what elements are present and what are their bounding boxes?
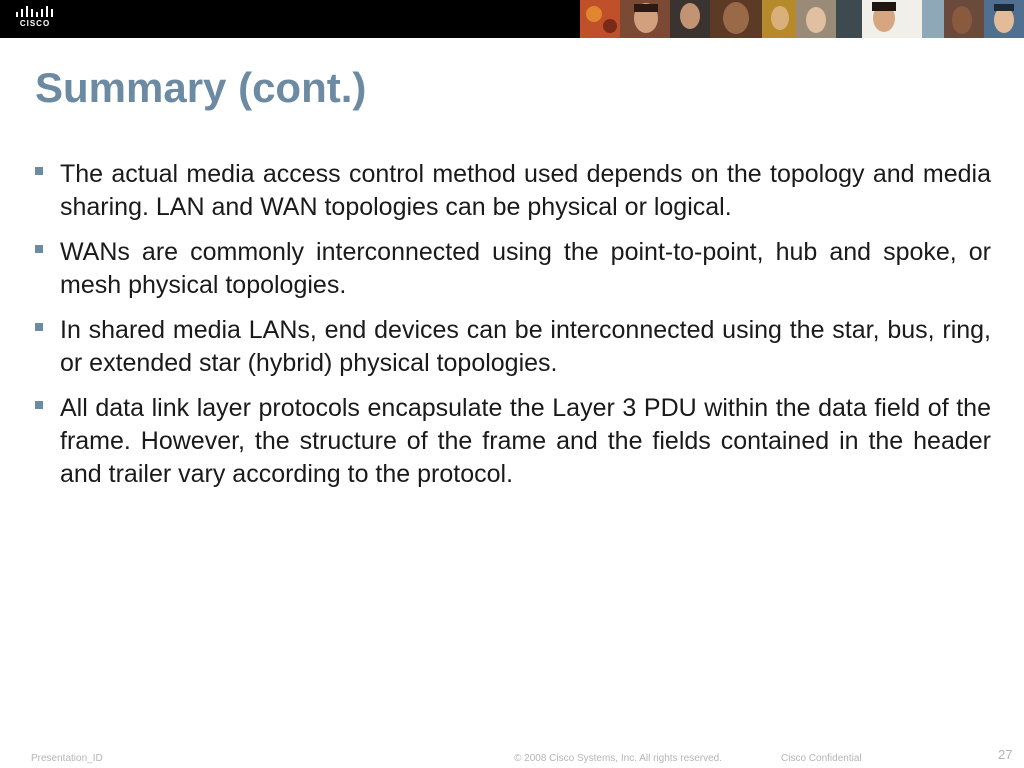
bullet-item [35,314,991,380]
bullet-text: The actual media access control method used depends on the topology and media sharing. LAN and WAN topologies can be physical or logical. [60,160,991,221]
footer-copyright: © 2008 Cisco Systems, Inc. All rights reserved. [514,753,723,764]
bullet-text: In shared media LANs, end devices can be interconnected using the star, bus, ring, or extended star (hybrid) physical topologies. [60,316,991,377]
slide-title: Summary (cont.) [35,64,367,111]
square-bullet-icon [35,167,43,175]
square-bullet-icon [35,245,43,253]
square-bullet-icon [35,323,43,331]
square-bullet-icon [35,401,43,409]
photo-strip-image [580,0,1024,38]
cisco-bars-icon [14,6,56,18]
footer-presentation-id: Presentation_ID [31,753,103,764]
bullet-item [35,158,991,224]
bullet-text: All data link layer protocols encapsulate the Layer 3 PDU within the data field of the frame. However, the structure of the frame and the fields contained in the header and trailer vary according to the protocol. [60,394,991,488]
bullet-item [35,392,991,491]
page-number: 27 [998,747,1013,762]
bullet-item [35,236,991,302]
cisco-logo [12,6,58,32]
bullet-text: WANs are commonly interconnected using the point-to-point, hub and spoke, or mesh physical topologies. [60,238,991,299]
cisco-logo-text: CISCO [19,19,51,28]
bullet-list [35,158,991,503]
footer-confidential: Cisco Confidential [781,753,862,764]
header-bar [0,0,1024,38]
